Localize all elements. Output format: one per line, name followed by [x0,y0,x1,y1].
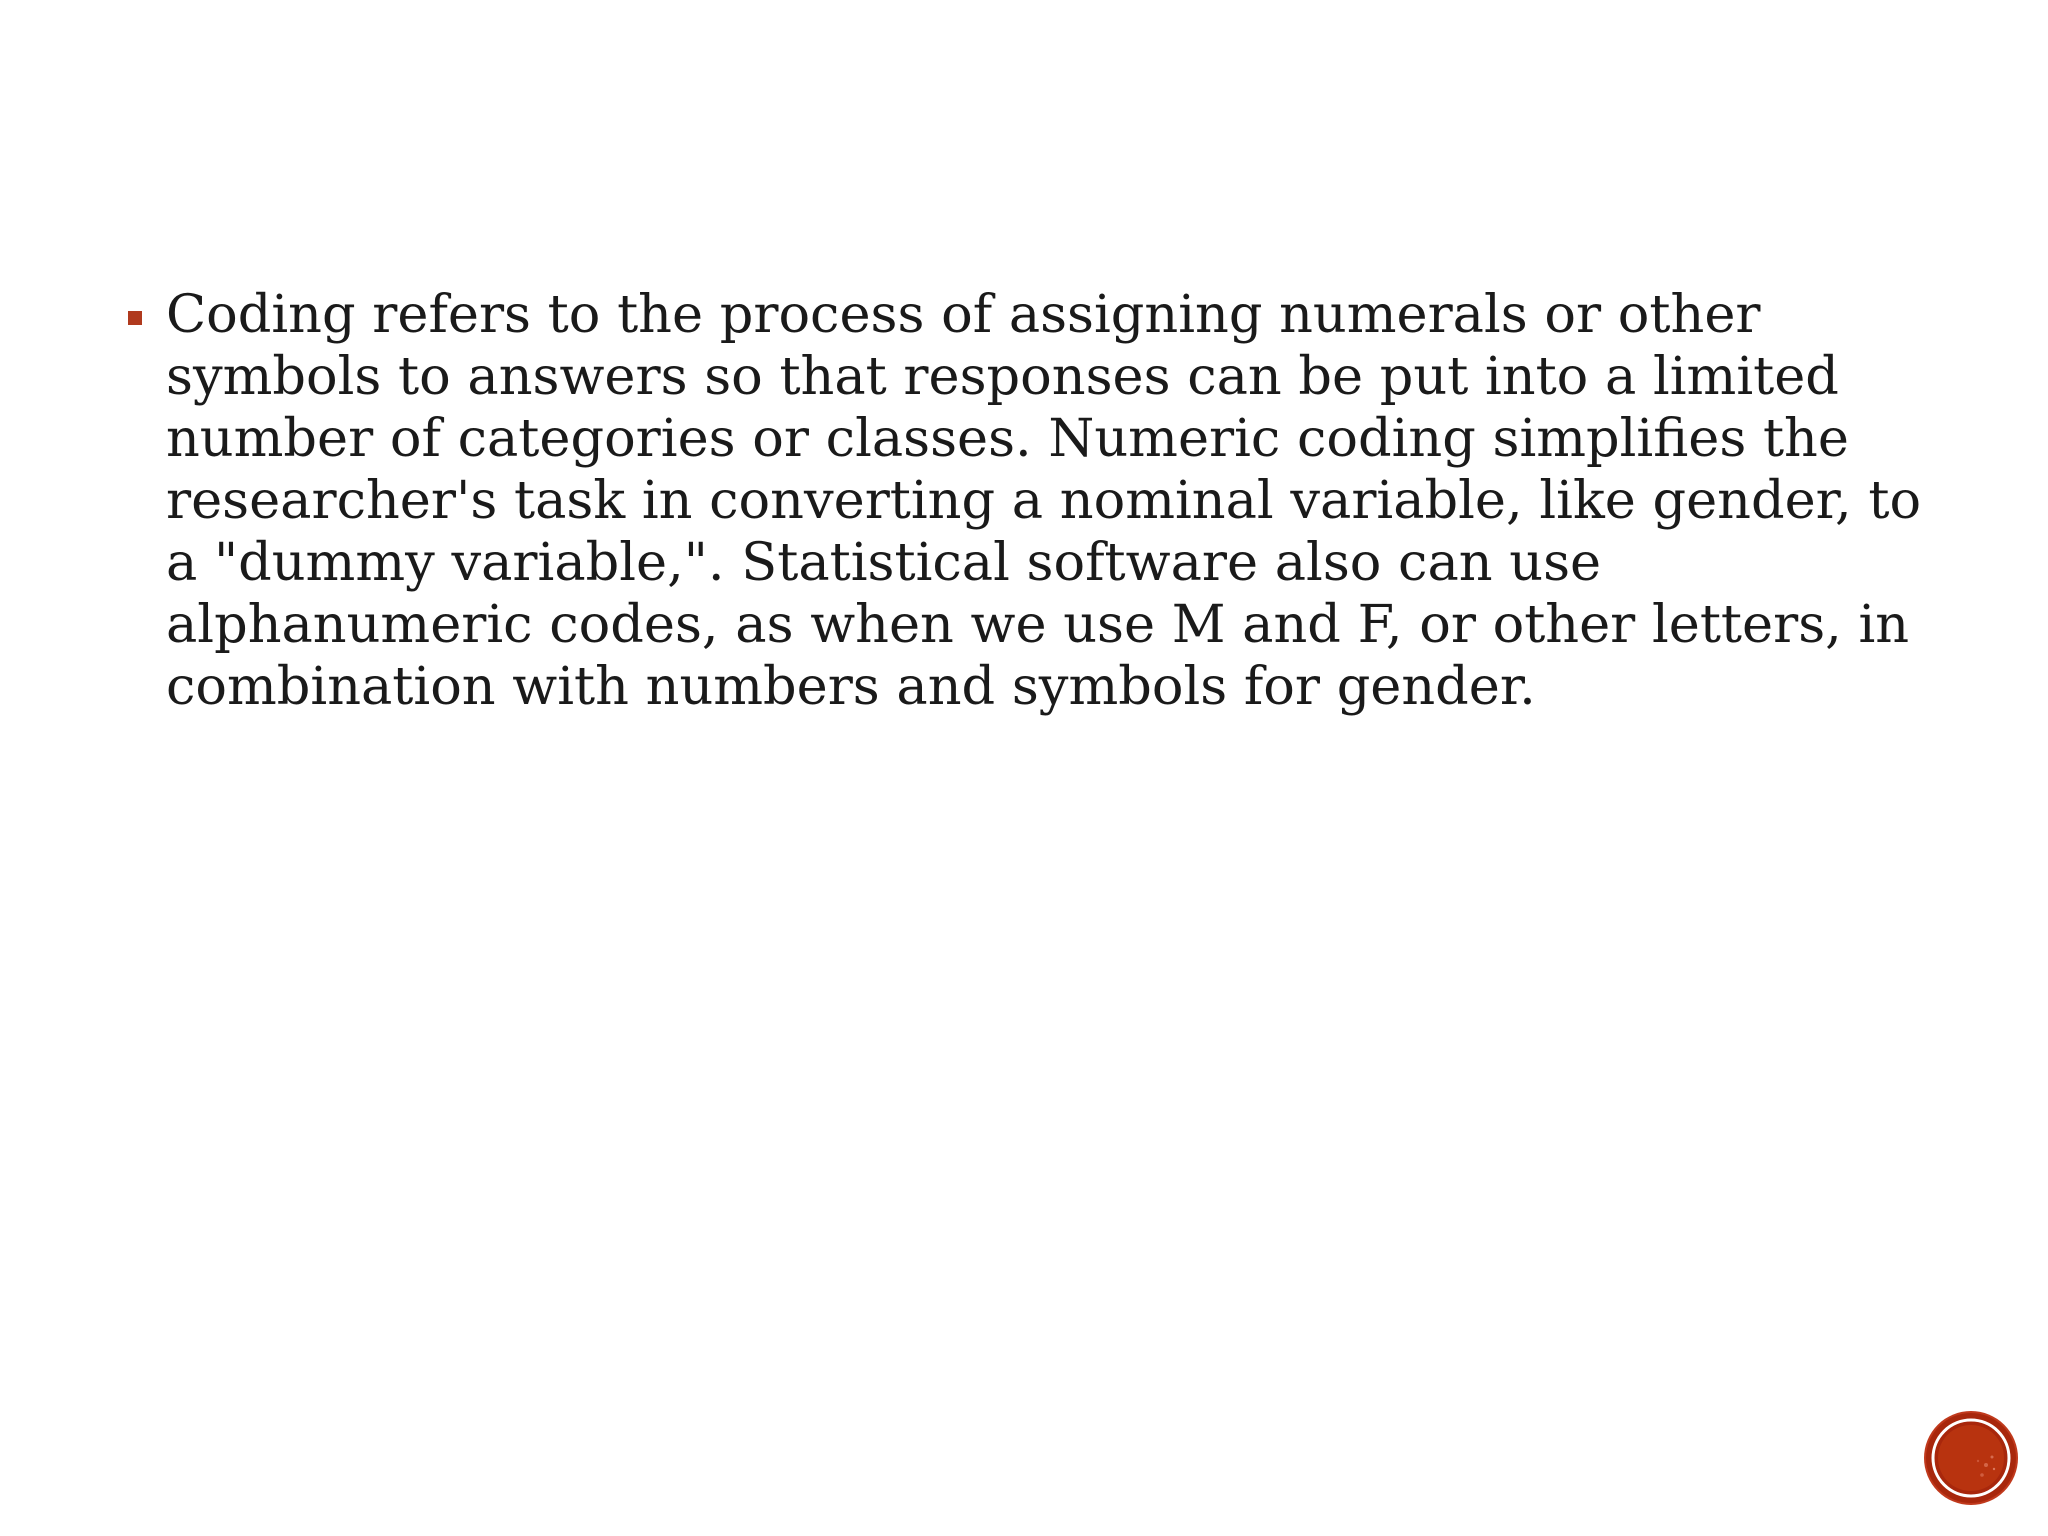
bullet-item [126,284,1966,718]
badge-ring-graphic [1926,1413,2016,1503]
bullet-text: Coding refers to the process of assigning numerals or other symbols to answers so that responses can be put into a limited number of categories or classes. Numeric coding simplifies the researcher's task in converting a nominal variable, like gender, to a "dummy variable,". Statistical software also can use alphanumeric codes, as when we use M and F, or other letters, in combination with numbers and symbols for gender. [166,284,1922,717]
square-bullet-icon [128,311,142,325]
slide-body [126,284,1966,718]
circle-badge-icon [1926,1413,2016,1503]
